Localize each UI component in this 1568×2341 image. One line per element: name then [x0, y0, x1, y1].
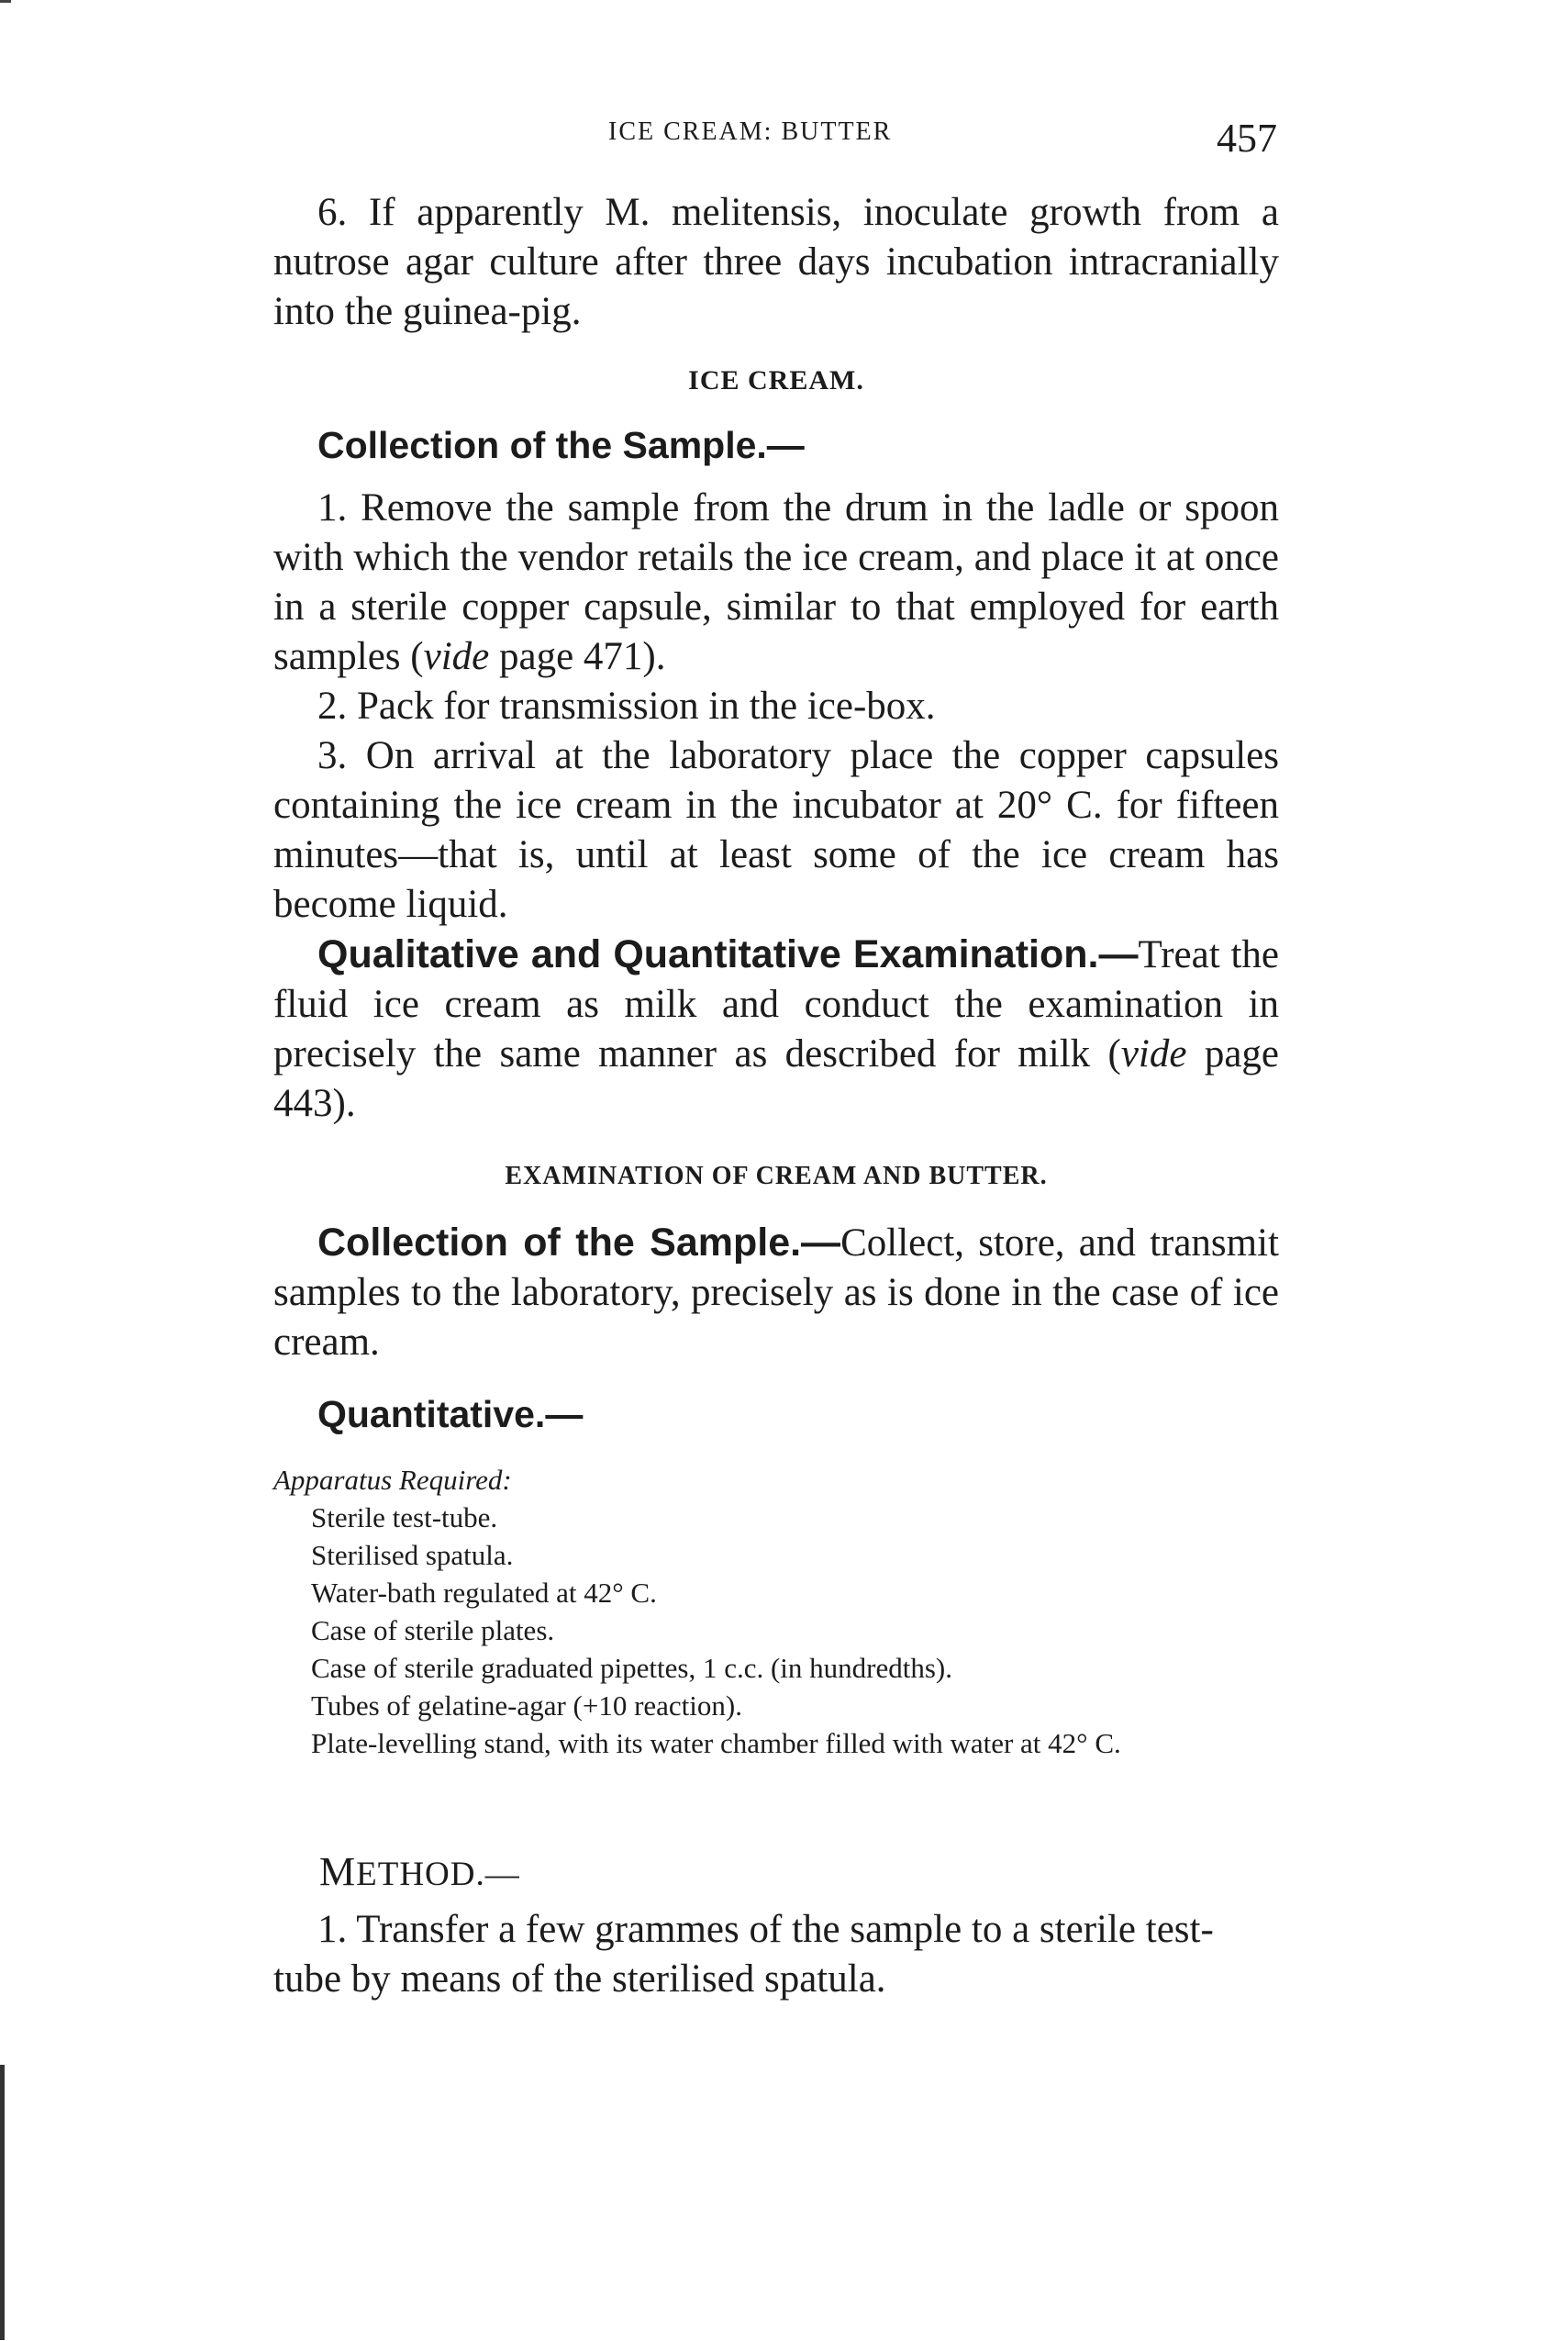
intro-paragraph: 6. If apparently M. melitensis, inoculate growth from a nutrose agar culture after three days incubation intracranially into the guinea-pig.: [273, 191, 1279, 333]
collection-heading: Collection of the Sample.—: [317, 1221, 841, 1265]
apparatus-label: Apparatus Required:: [273, 1464, 512, 1496]
subheading-collection: Collection of the Sample.—: [317, 424, 805, 466]
apparatus-item: Sterile test-tube.: [311, 1501, 498, 1533]
apparatus-item: Sterilised spatula.: [311, 1539, 514, 1571]
section-heading-ice-cream: ICE CREAM.: [688, 365, 864, 396]
text-block-ice-cream: [273, 484, 1279, 1129]
section-heading-cream-butter: EXAMINATION OF CREAM AND BUTTER.: [505, 1162, 1048, 1190]
text-block-cream-butter: [273, 1218, 1279, 1367]
method-heading: METHOD.—: [319, 1849, 520, 1894]
page-number: 457: [1217, 116, 1277, 161]
text-block-intro: [273, 188, 1279, 337]
step-1: 1. Remove the sample from the drum in the ladle or spoon with which the vendor retails the ice cream, and place it at once in a sterile copper capsule, similar to that employed for earth samples (vide page 471).: [273, 486, 1279, 678]
step-2: 2. Pack for transmission in the ice-box.: [317, 685, 936, 728]
scan-edge-shadow: [0, 2065, 5, 2340]
running-title: ICE CREAM: BUTTER: [608, 117, 893, 146]
scan-corner-mark: [0, 0, 11, 3]
step-3: 3. On arrival at the laboratory place the copper capsules containing the ice cream in the incubator at 20° C. for fifteen minutes—that is, until at least some of the ice cream has become liquid.: [273, 734, 1279, 926]
apparatus-item: Water-bath regulated at 42° C.: [311, 1577, 657, 1609]
collection-paragraph: Collection of the Sample.—Collect, store, and transmit samples to the laboratory, precisely as is done in the case of ice cream.: [273, 1221, 1279, 1364]
text-block-method: [273, 1905, 1279, 2004]
apparatus-item: Case of sterile graduated pipettes, 1 c.c. (in hundredths).: [311, 1652, 952, 1684]
apparatus-item: Case of sterile plates.: [311, 1614, 555, 1646]
qualitative-heading: Qualitative and Quantitative Examination.—: [317, 932, 1139, 976]
apparatus-block: [273, 1461, 1279, 1762]
method-step-1: 1. Transfer a few grammes of the sample to a sterile test-tube by means of the sterilised spatula.: [273, 1908, 1214, 2001]
subheading-quantitative: Quantitative.—: [317, 1393, 584, 1435]
apparatus-item: Tubes of gelatine-agar (+10 reaction).: [311, 1689, 742, 1722]
apparatus-item: Plate-levelling stand, with its water chamber filled with water at 42° C.: [311, 1727, 1121, 1759]
qualitative-paragraph: Qualitative and Quantitative Examination.—Treat the fluid ice cream as milk and conduct the examination in precisely the same manner as described for milk (vide page 443).: [273, 932, 1280, 1125]
